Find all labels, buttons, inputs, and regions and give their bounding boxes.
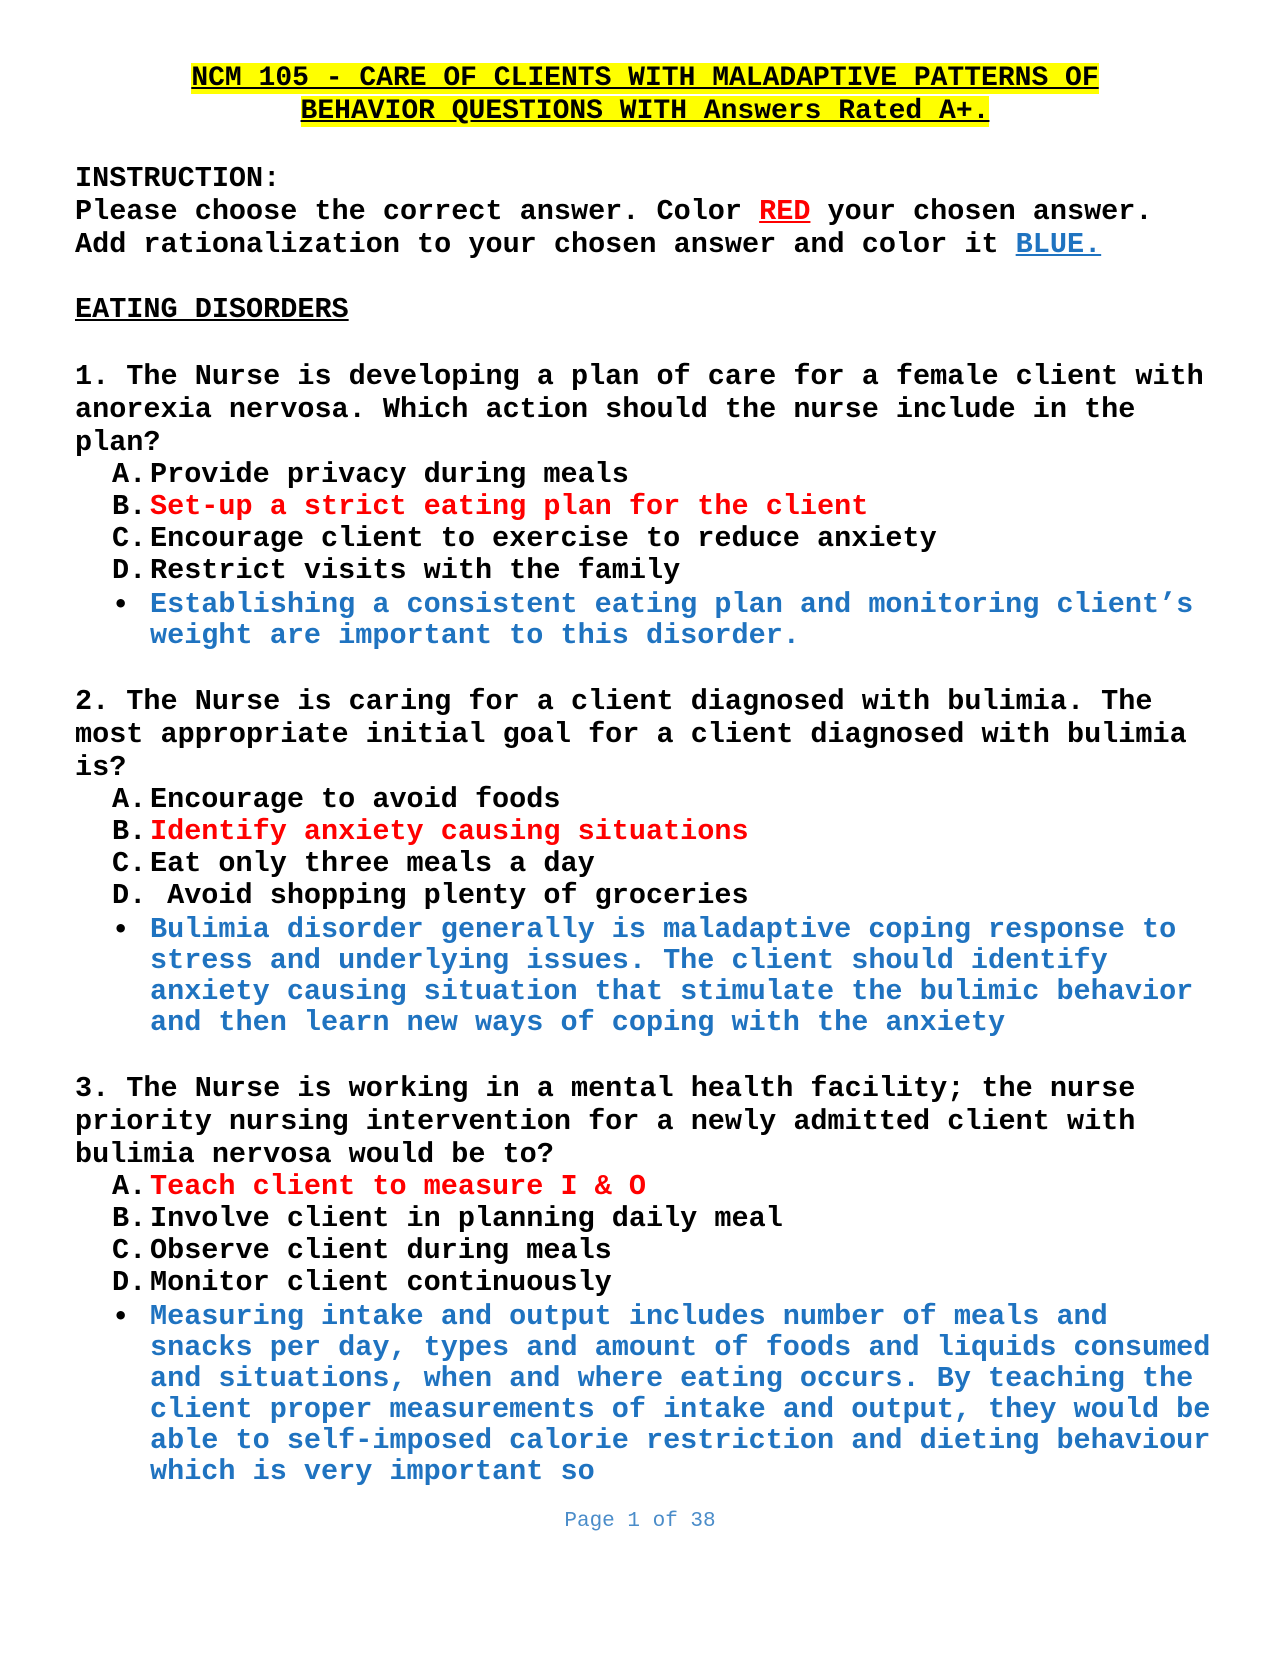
option-b-correct [75,491,1215,523]
question-text: 1. The Nurse is developing a plan of care for a female client with anorexia nervosa. Which action should the nurse include in the plan? [75,360,1204,459]
question-2 [75,685,1215,1038]
option-c [75,523,1215,555]
rationale [75,914,1215,1038]
document-page [75,62,1215,1487]
rationale-text: Establishing a consistent eating plan and monitoring client’s weight are important to this disorder. [150,588,1194,652]
option-text: Identify anxiety causing situations [150,815,749,848]
option-letter: D. [112,554,147,587]
option-text: Encourage to avoid foods [150,783,561,816]
title-line-2: BEHAVIOR QUESTIONS WITH Answers Rated A+. [300,96,990,127]
option-a [75,784,1215,816]
option-c [75,848,1215,880]
bullet-icon: • [113,590,129,618]
option-letter: C. [112,522,147,555]
option-text: Encourage client to exercise to reduce anxiety [150,522,937,555]
page-number: Page 1 of 38 [564,1510,716,1533]
option-letter: C. [112,1234,147,1267]
bullet-icon: • [113,1302,129,1330]
rationale [75,1301,1215,1487]
option-text: Avoid shopping plenty of groceries [150,879,749,912]
option-letter: B. [112,490,147,523]
document-title [75,62,1215,128]
question-text: 2. The Nurse is caring for a client diagnosed with bulimia. The most appropriate initial goal for a client diagnosed with bulimia is? [75,685,1187,784]
rationale-text: Bulimia disorder generally is maladaptive coping response to stress and underlying issues. The client should identify anxiety causing situation that stimulate the bulimic behavior and then learn new ways of coping with the anxiety [150,913,1194,1039]
option-letter: D. [112,1266,147,1299]
rationale [75,589,1215,651]
question-1 [75,360,1215,651]
instruction-red-word: RED [759,195,811,228]
bullet-icon: • [113,915,129,943]
option-text: Eat only three meals a day [150,847,595,880]
option-text: Set-up a strict eating plan for the client [150,490,869,523]
option-list [75,784,1215,912]
option-letter: A. [112,783,147,816]
option-letter: B. [112,815,147,848]
option-list [75,1171,1215,1299]
question-list [75,360,1215,1487]
rationale-text: Measuring intake and output includes number of meals and snacks per day, types and amount of foods and liquids consumed and situations, when and where eating occurs. By teaching the client proper measurements of intake and output, they would be able to self-imposed calorie restriction and dieting behaviour which is very important so [150,1300,1211,1488]
option-letter: A. [112,458,147,491]
option-text: Restrict visits with the family [150,554,681,587]
instruction-line-1 [75,195,1215,228]
option-a [75,459,1215,491]
instruction-blue-word: BLUE. [1015,228,1102,261]
option-d [75,880,1215,912]
option-letter: B. [112,1202,147,1235]
instruction-line-2 [75,228,1215,261]
instruction-block [75,162,1215,261]
section-title: EATING DISORDERS [75,293,349,326]
question-text: 3. The Nurse is working in a mental health facility; the nurse priority nursing intervention for a newly admitted client with bulimia nervosa would be to? [75,1072,1136,1171]
option-text: Provide privacy during meals [150,458,629,491]
question-3 [75,1072,1215,1487]
option-c [75,1235,1215,1267]
title-line-1: NCM 105 - CARE OF CLIENTS WITH MALADAPTIVE PATTERNS OF [191,63,1099,94]
option-list [75,459,1215,587]
option-b [75,1203,1215,1235]
option-b-correct [75,816,1215,848]
option-a-correct [75,1171,1215,1203]
option-text: Involve client in planning daily meal [150,1202,783,1235]
instruction-line-1-pre: Please choose the correct answer. Color [75,195,760,228]
option-text: Teach client to measure I & O [150,1170,646,1203]
instruction-line-1-post: your chosen answer. [810,195,1153,228]
option-d [75,555,1215,587]
option-letter: C. [112,847,147,880]
option-d [75,1267,1215,1299]
option-letter: D. [112,879,147,912]
option-text: Observe client during meals [150,1234,612,1267]
option-text: Monitor client continuously [150,1266,612,1299]
instruction-heading: INSTRUCTION: [75,162,281,195]
option-letter: A. [112,1170,147,1203]
instruction-line-2-pre: Add rationalization to your chosen answer and color it [75,228,1016,261]
